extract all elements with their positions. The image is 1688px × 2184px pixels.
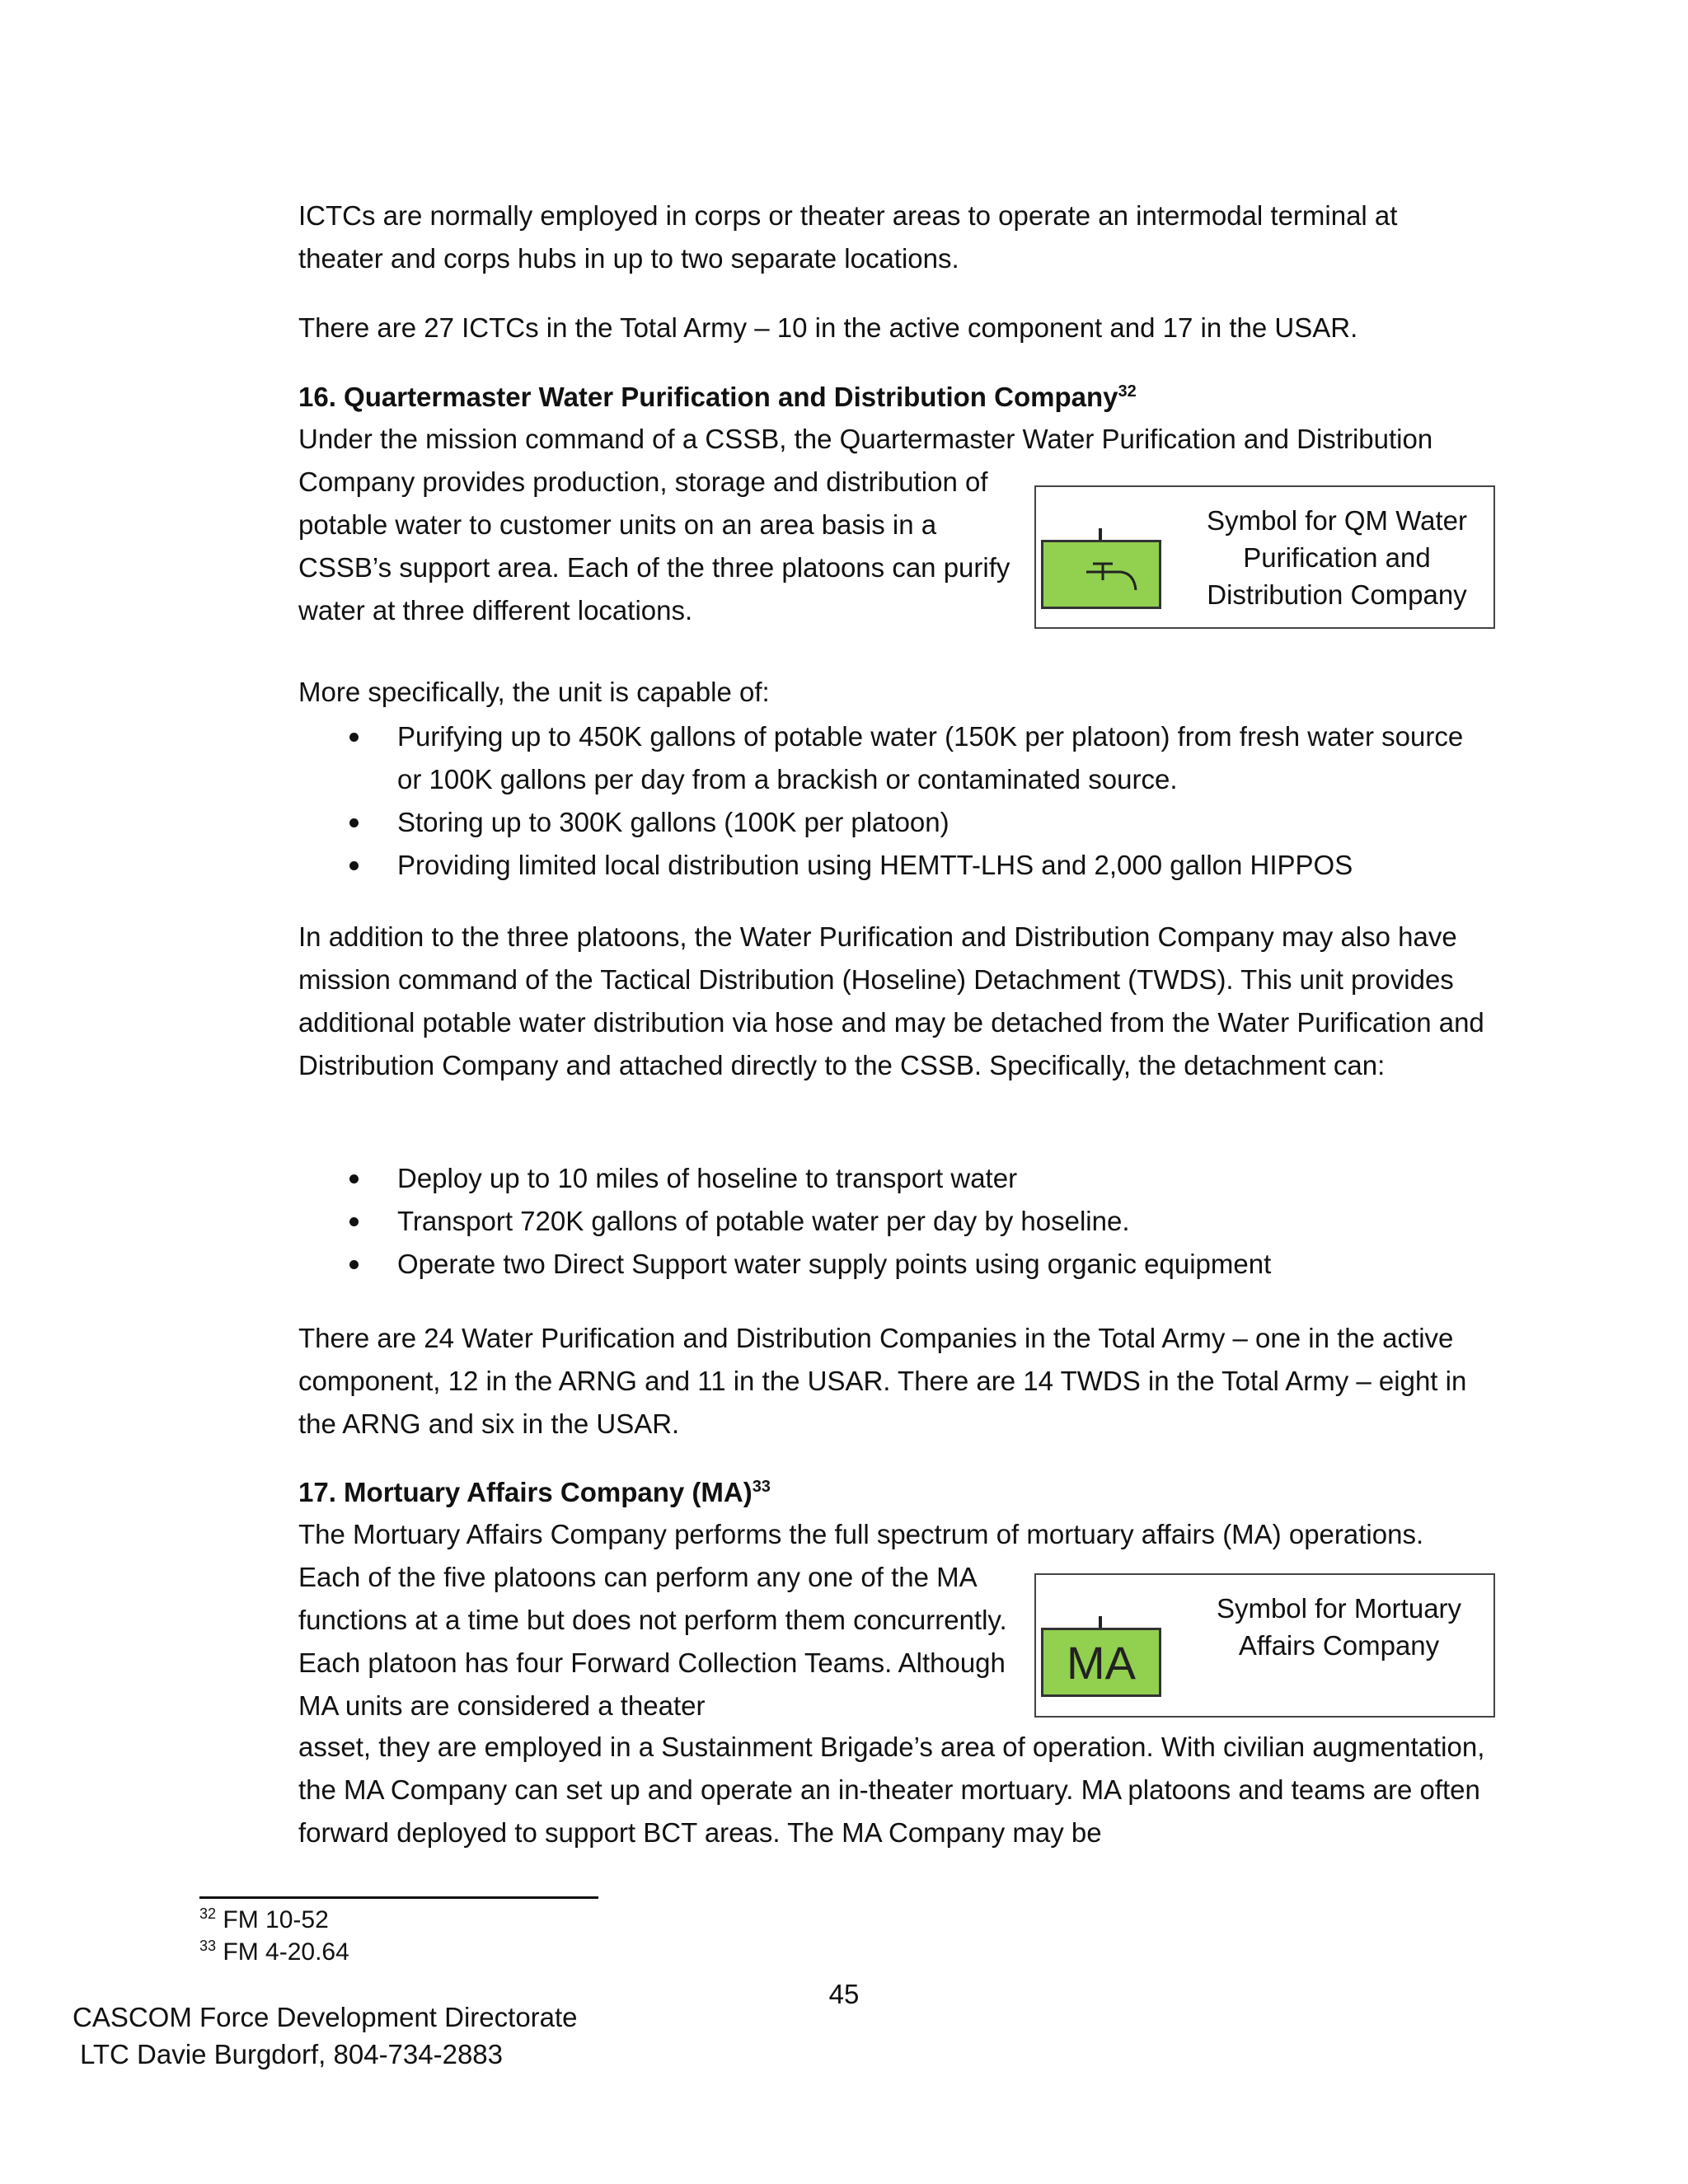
list-item: Purifying up to 450K gallons of potable water (150K per platoon) from fresh water source or 100K gallons per day from a brackish or contaminated source. xyxy=(298,715,1485,801)
section-17-intro-wrap: Each of the five platoons can perform any one of the MA functions at a time but does not perform them concurrently. Each platoon has four Forward Collection Teams. Although MA units are considered a theater xyxy=(298,1562,1007,1721)
section-16-heading xyxy=(298,376,1485,419)
bullet-icon xyxy=(349,733,359,742)
footer-directorate: CASCOM Force Development Directorate xyxy=(73,2002,578,2032)
capabilities-list xyxy=(298,715,1485,887)
footnote-ref-33[interactable]: 33 xyxy=(752,1478,771,1496)
ictc-count-paragraph: There are 27 ICTCs in the Total Army – 10 in the active component and 17 in the USAR. xyxy=(298,312,1358,343)
list-item: Deploy up to 10 miles of hoseline to transport water xyxy=(298,1157,1485,1200)
section-17-intro-line: The Mortuary Affairs Company performs the full spectrum of mortuary affairs (MA) operations. xyxy=(298,1519,1424,1549)
bullet-icon xyxy=(349,1174,359,1183)
section-17-heading-text: 17. Mortuary Affairs Company (MA) xyxy=(298,1477,753,1507)
section-16-intro-wrap: Company provides production, storage and distribution of potable water to customer units on an area basis in a CSSB’s support area. Each of the three platoons can purify water at three different locations. xyxy=(298,466,1010,626)
qm-water-symbol-box xyxy=(1034,485,1495,629)
mortuary-affairs-unit-symbol xyxy=(1041,1628,1161,1697)
bullet-icon xyxy=(349,861,359,870)
list-item: Operate two Direct Support water supply points using organic equipment xyxy=(298,1243,1485,1286)
bullet-icon xyxy=(349,1260,359,1269)
unit-size-stem xyxy=(1099,528,1102,540)
section-16-intro-line: Under the mission command of a CSSB, the Quartermaster Water Purification and Distribution xyxy=(298,424,1433,454)
section-17-continuation: asset, they are employed in a Sustainment Brigade’s area of operation. With civilian augmentation, the MA Company can set up and operate an in-theater mortuary. MA platoons and teams are often forward deployed to support BCT areas. The MA Company may be xyxy=(298,1732,1485,1848)
twds-paragraph: In addition to the three platoons, the Water Purification and Distribution Company may also have mission command of the Tactical Distribution (Hoseline) Detachment (TWDS). This unit provides additional potable water distribution via hose and may be detached from the Water Purification and Distribution Company and attached directly to the CSSB. Specifically, the detachment can: xyxy=(298,921,1484,1080)
section-17-heading xyxy=(298,1471,1485,1514)
unit-size-stem xyxy=(1099,1616,1102,1628)
ma-symbol-label: MA xyxy=(1067,1636,1136,1689)
section-16-heading-text: 16. Quartermaster Water Purification and Distribution Company xyxy=(298,382,1118,412)
ictc-employment-paragraph: ICTCs are normally employed in corps or theater areas to operate an intermodal terminal at theater and corps hubs in up to two separate locations. xyxy=(298,200,1398,274)
footer-contact: LTC Davie Burgdorf, 804-734-2883 xyxy=(80,2039,504,2069)
footnote-divider xyxy=(199,1896,598,1899)
ma-symbol-box xyxy=(1034,1573,1495,1718)
footnote-33: $^{33}$ FM 4-20.64 xyxy=(199,1938,349,1966)
qm-water-symbol-caption: Symbol for QM Water Purification and Distribution Company xyxy=(1207,505,1467,610)
bullet-icon xyxy=(349,1217,359,1226)
twds-capabilities-list xyxy=(298,1157,1485,1286)
capable-intro: More specifically, the unit is capable of: xyxy=(298,677,770,707)
bullet-icon xyxy=(349,818,359,827)
list-item: Providing limited local distribution using HEMTT-LHS and 2,000 gallon HIPPOS xyxy=(298,844,1485,887)
list-item: Transport 720K gallons of potable water per day by hoseline. xyxy=(298,1200,1485,1243)
water-purification-unit-symbol xyxy=(1041,540,1161,609)
water-count-paragraph: There are 24 Water Purification and Distribution Companies in the Total Army – one in the active component, 12 in the ARNG and 11 in the USAR. There are 14 TWDS in the Total Army – eight in the ARNG and six in the USAR. xyxy=(298,1323,1467,1439)
footnote-ref-32[interactable]: 32 xyxy=(1118,382,1137,401)
page-number: 45 xyxy=(828,1979,860,2009)
water-tap-icon xyxy=(1043,542,1159,607)
ma-symbol-caption: Symbol for Mortuary Affairs Company xyxy=(1216,1593,1462,1661)
footnote-32: $^{32}$ FM 10-52 xyxy=(199,1905,329,1933)
list-item: Storing up to 300K gallons (100K per platoon) xyxy=(298,801,1485,844)
